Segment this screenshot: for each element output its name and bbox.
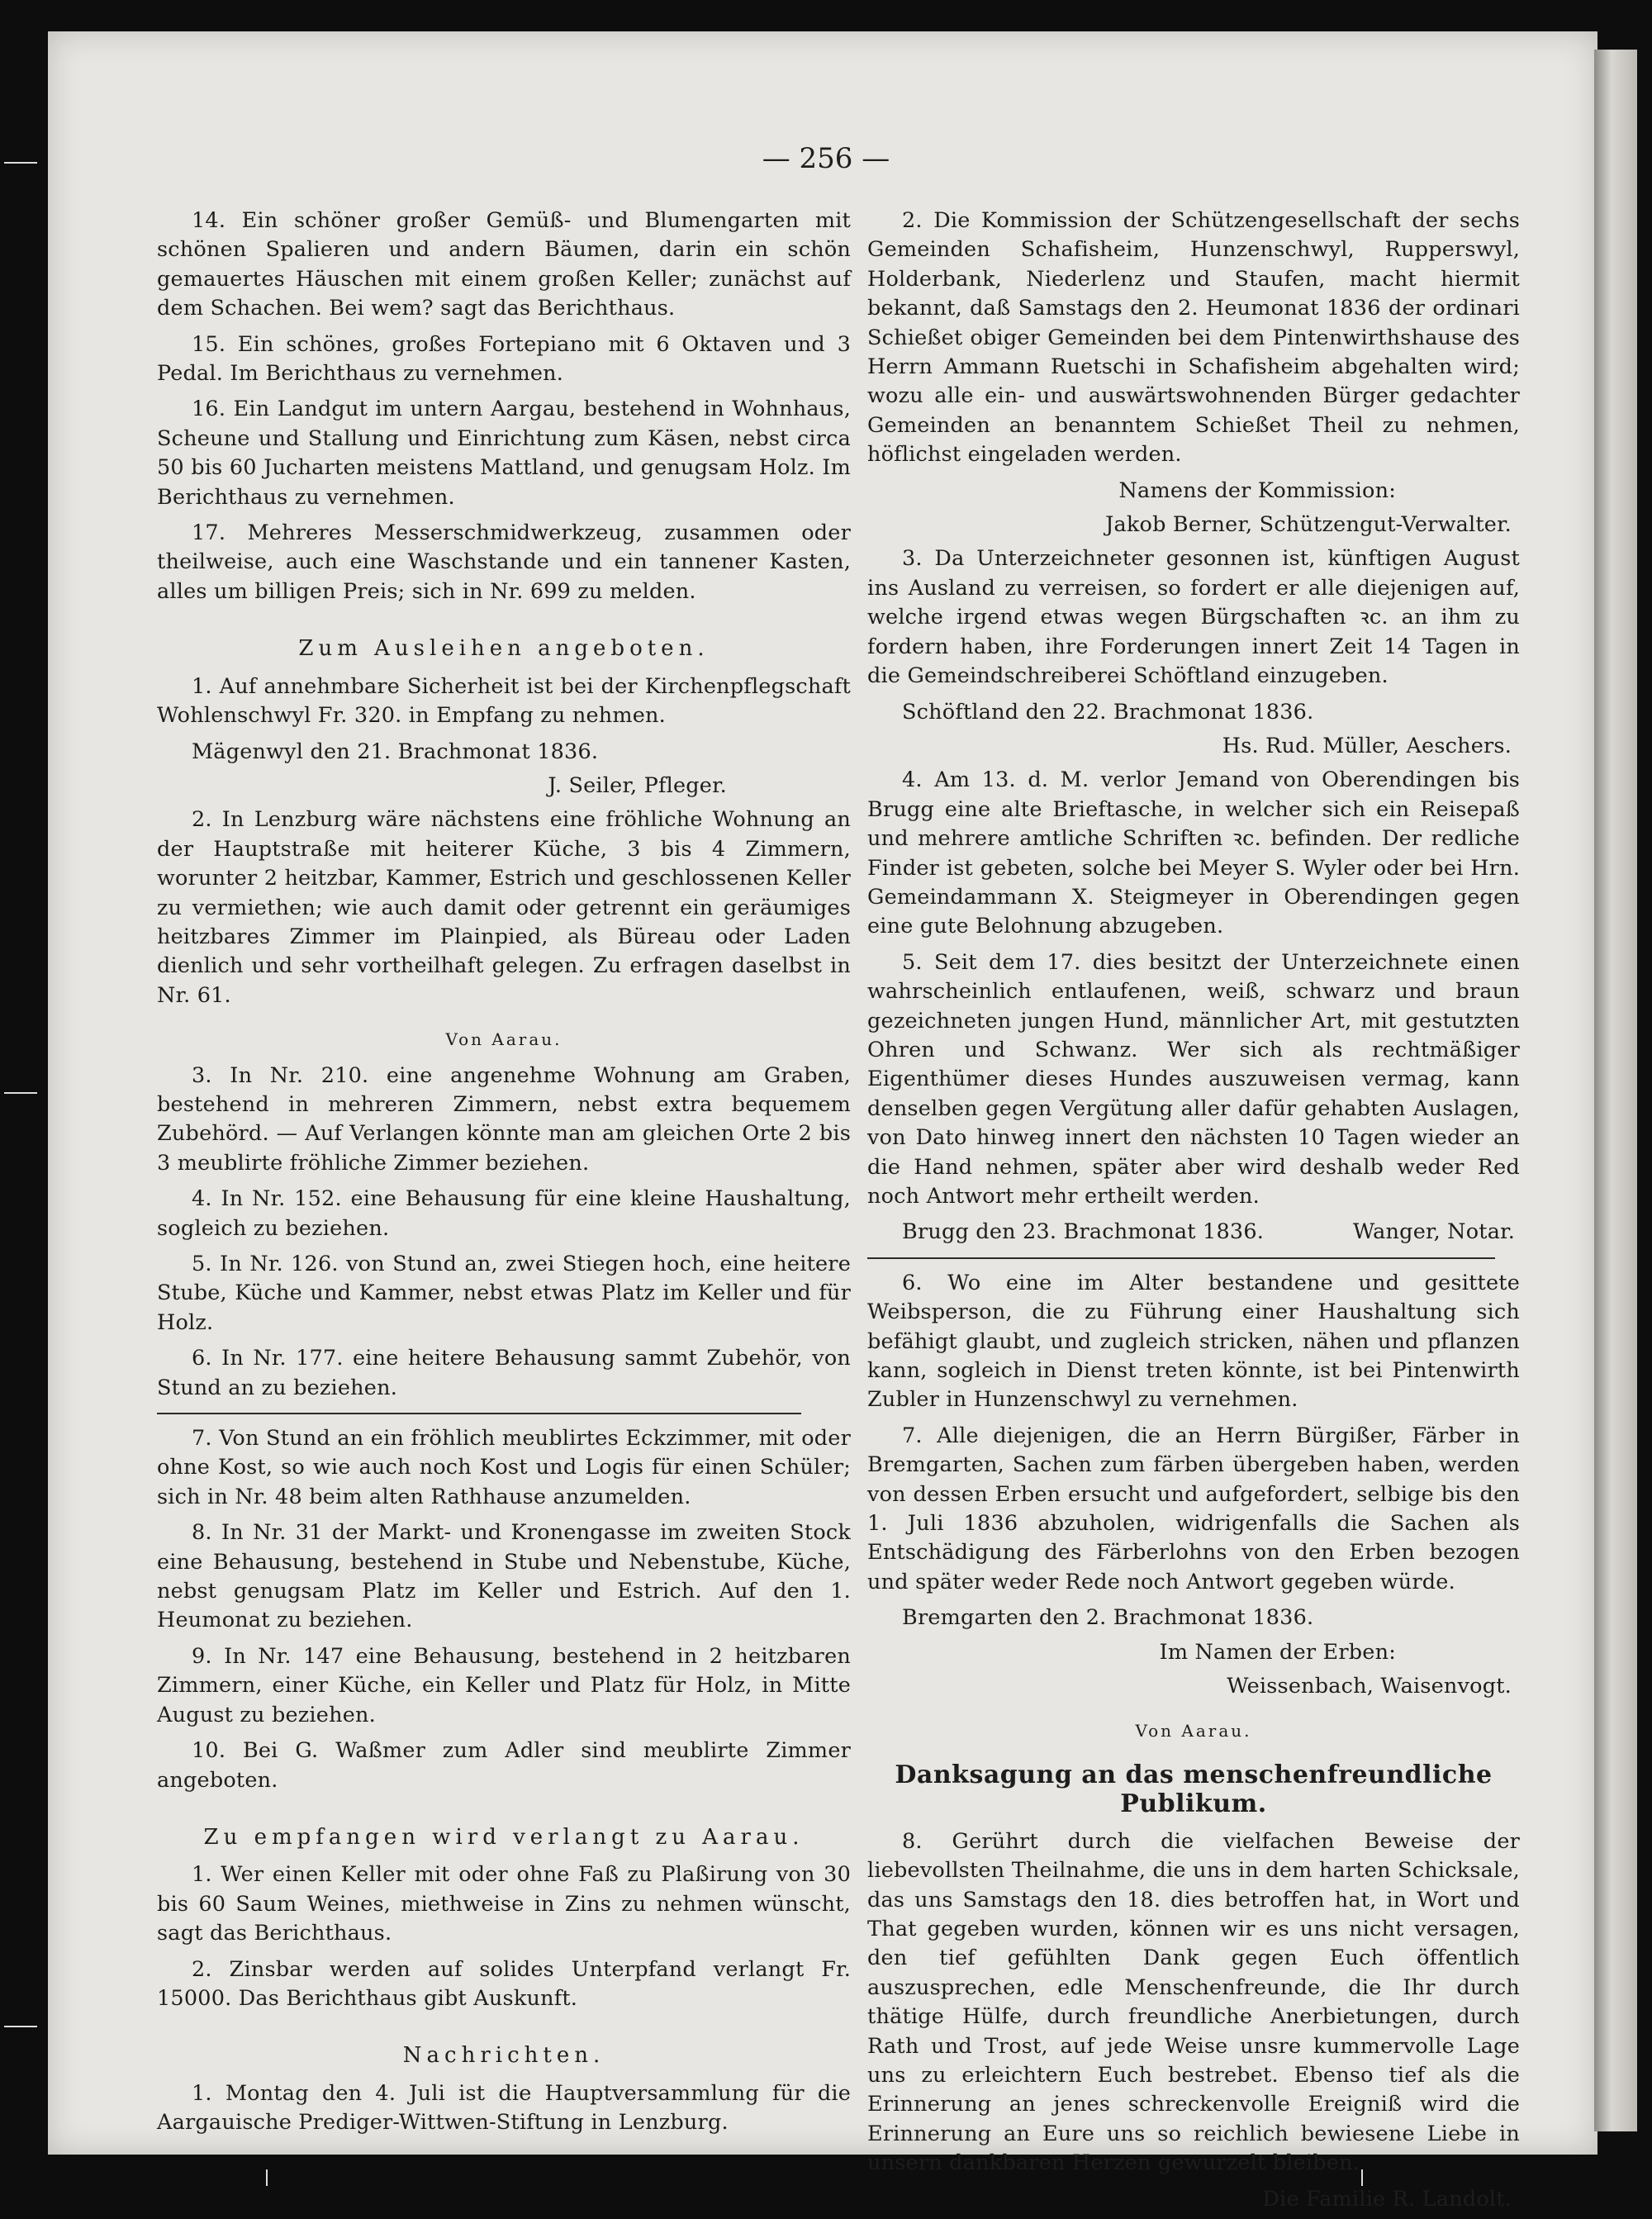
scan-margin-tick [4, 1092, 37, 1094]
list-item: 7. Alle diejenigen, die an Herrn Bürgißer, Färber in Bremgarten, Sachen zum färben übergeben haben, werden von dessen Erben ersucht und aufgefordert, selbige bis den 1. Juli 1836 abzuholen, widrigenfalls die Sachen als Entschädigung des Färberlohns von den Erben bezogen und später weder Rede noch Antwort gegeben würde. [867, 1423, 1520, 1594]
list-item: 6. In Nr. 177. eine heitere Behausung sammt Zubehör, von Stund an zu beziehen. [157, 1346, 851, 1400]
place-signature-row [902, 1218, 1515, 1247]
list-item: 2. Zinsbar werden auf solides Unterpfand verlangt Fr. 15000. Das Berichthaus gibt Auskunft. [157, 1956, 851, 2011]
list-item: 9. In Nr. 147 eine Behausung, bestehend in 2 heitzbaren Zimmern, einer Küche, ein Keller und Platz für Holz, in Mitte August zu beziehen. [157, 1643, 851, 1727]
scan-margin-tick [4, 2026, 37, 2027]
list-item: 8. In Nr. 31 der Markt- und Kronengasse im zweiten Stock eine Behausung, bestehend in Stube und Nebenstube, Küche, nebst genugsam Platz im Keller und Estrich. Auf den 1. Heumonat zu beziehen. [157, 1520, 851, 1633]
list-item: 17. Mehreres Messerschmidwerkzeug, zusammen oder theilweise, auch eine Waschstande und ein tannener Kasten, alles um billigen Preis; sich in Nr. 699 zu melden. [157, 520, 851, 604]
section-heading-nachrichten: Nachrichten. [402, 2043, 605, 2069]
place-date: Mägenwyl den 21. Brachmonat 1836. [192, 739, 599, 764]
signature-line: Namens der Kommission: [1118, 478, 1396, 503]
list-item: 10. Bei G. Waßmer zum Adler sind meublirte Zimmer angeboten. [157, 1738, 851, 1793]
place-date: Bremgarten den 2. Brachmonat 1836. [902, 1605, 1314, 1631]
subheading-von-aarau: Von Aarau. [445, 1029, 563, 1050]
list-item: 16. Ein Landgut im untern Aargau, bestehend in Wohnhaus, Scheune und Stallung und Einrichtung zum Käsen, nebst circa 50 bis 60 Jucharten meistens Mattland, und genugsam Holz. Im Berichthaus zu vernehmen. [157, 397, 851, 510]
list-item: 4. Am 13. d. M. verlor Jemand von Oberendingen bis Brugg eine alte Brieftasche, in welcher sich ein Reisepaß und mehrere amtliche Schriften ꝛc. befinden. Der redliche Finder ist gebeten, solche bei Meyer S. Wyler oder bei Hrn. Gemeindammann X. Steigmeyer in Oberendingen gegen eine gute Belohnung abzugeben. [867, 767, 1520, 939]
page-number: — 256 — [762, 142, 890, 175]
left-column [157, 207, 851, 2145]
signature: Wanger, Notar. [1352, 1219, 1515, 1245]
signature: Jakob Berner, Schützengut-Verwalter. [1105, 512, 1512, 538]
signature: Weissenbach, Waisenvogt. [1227, 1674, 1512, 1699]
signature: Die Familie R. Landolt. [1262, 2186, 1512, 2212]
list-item: 1. Montag den 4. Juli ist die Hauptversammlung für die Aargauische Prediger-Wittwen-Stiftung in Lenzburg. [157, 2080, 851, 2136]
section-divider [867, 1257, 1495, 1259]
right-column [867, 207, 1520, 2219]
signature: Hs. Rud. Müller, Aeschers. [1222, 733, 1512, 758]
list-item: 1. Auf annehmbare Sicherheit ist bei der Kirchenpflegschaft Wohlenschwyl Fr. 320. in Empfang zu nehmen. [157, 673, 851, 729]
list-item: 14. Ein schöner großer Gemüß- und Blumengarten mit schönen Spalieren und andern Bäumen, darin ein schön gemauertes Häuschen mit einem großen Keller; zunächst auf dem Schachen. Bei wem? sagt das Berichthaus. [157, 208, 851, 321]
list-item: 2. In Lenzburg wäre nächstens eine fröhliche Wohnung an der Hauptstraße mit heiterer Küche, 3 bis 4 Zimmern, worunter 2 heitzbar, Kammer, Estrich und geschlossenen Keller zu vermiethen; wie auch damit oder getrennt ein geräumiges heitzbares Zimmer im Plainpied, als Büreau oder Laden dienlich und sehr vortheilhaft gelegen. Zu erfragen daselbst in Nr. 61. [157, 807, 851, 1008]
list-item: 8. Gerührt durch die vielfachen Beweise der liebevollsten Theilnahme, die uns in dem harten Schicksale, das uns Samstags den 18. dies betroffen hat, in Wort und That gegeben wurden, können wir es uns nicht versagen, den tief gefühlten Dank gegen Euch öffentlich auszusprechen, edle Menschenfreunde, die Ihr durch thätige Hülfe, durch freundliche Anerbietungen, durch Rath und Trost, auf jede Weise unsre kummervolle Lage uns zu erleichtern Euch bestrebet. Ebenso tief als die Erinnerung an jenes schreckenvolle Ereigniß wird die Erinnerung an Eure uns so reichlich bewiesene Liebe in unsern dankbaren Herzen gewurzelt bleiben. [867, 1828, 1520, 2176]
section-heading-empfangen: Zu empfangen wird verlangt zu Aarau. [203, 1824, 805, 1850]
signature: J. Seiler, Pfleger. [548, 772, 727, 798]
subheading-von-aarau: Von Aarau. [1135, 1720, 1252, 1741]
section-heading-danksagung: Danksagung an das menschenfreundliche Publikum. [895, 1760, 1493, 1819]
list-item: 5. In Nr. 126. von Stund an, zwei Stiegen hoch, eine heitere Stube, Küche und Kammer, nebst etwas Platz im Keller und für Holz. [157, 1252, 851, 1335]
scan-margin-tick [266, 2169, 268, 2186]
section-divider [157, 1413, 801, 1414]
list-item: 5. Seit dem 17. dies besitzt der Unterzeichnete einen wahrscheinlich entlaufenen, weiß, schwarz und braun gezeichneten jungen Hund, männlicher Art, mit gestutzten Ohren und Schwanz. Wer sich als rechtmäßiger Eigenthümer dieses Hundes auszuweisen vermag, kann denselben gegen Vergütung aller dafür gehabten Auslagen, von Dato hinweg innert den nächsten 10 Tagen wieder an die Hand nehmen, später aber wird deshalb weder Red noch Antwort mehr ertheilt werden. [867, 949, 1520, 1209]
list-item: 2. Die Kommission der Schützengesellschaft der sechs Gemeinden Schafisheim, Hunzenschwyl, Rupperswyl, Holderbank, Niederlenz und Staufen, macht hiermit bekannt, daß Samstags den 2. Heumonat 1836 der ordinari Schießet obiger Gemeinden bei dem Pintenwirthshause des Herrn Ammann Ruetschi in Schafisheim abgehalten wird; wozu alle ein- und auswärtswohnenden Bürger gedachter Gemeinden an benanntem Schießet Theil zu nehmen, höflichst eingeladen werden. [867, 208, 1520, 468]
list-item: 1. Wer einen Keller mit oder ohne Faß zu Plaßirung von 30 bis 60 Saum Weines, miethweise in Zins zu nehmen wünscht, sagt das Berichthaus. [157, 1862, 851, 1946]
list-item: 7. Von Stund an ein fröhlich meublirtes Eckzimmer, mit oder ohne Kost, so wie auch noch Kost und Logis für einen Schüler; sich in Nr. 48 beim alten Rathhause anzumelden. [157, 1426, 851, 1509]
list-item: 6. Wo eine im Alter bestandene und gesittete Weibsperson, die zu Führung einer Haushaltung sich befähigt glaubt, und zugleich stricken, nähen und pflanzen kann, sogleich in Dienst treten könnte, ist bei Pintenwirth Zubler in Hunzenschwyl zu vernehmen. [867, 1270, 1520, 1413]
list-item: 3. Da Unterzeichneter gesonnen ist, künftigen August ins Ausland zu verreisen, so fordert er alle diejenigen auf, welche irgend etwas wegen Bürgschaften ꝛc. an ihm zu fordern haben, ihre Forderungen innert Zeit 14 Tagen in die Gemeindschreiberei Schöftland einzugeben. [867, 546, 1520, 689]
section-heading-ausleihen: Zum Ausleihen angeboten. [298, 636, 710, 662]
list-item: 3. In Nr. 210. eine angenehme Wohnung am Graben, bestehend in mehreren Zimmern, nebst extra bequemem Zubehörd. — Auf Verlangen könnte man am gleichen Orte 2 bis 3 meublirte fröhliche Zimmer beziehen. [157, 1062, 851, 1176]
list-item: 15. Ein schönes, großes Fortepiano mit 6 Oktaven und 3 Pedal. Im Berichthaus zu vernehmen. [157, 331, 851, 387]
next-page-edge [1594, 50, 1637, 2131]
place-date: Brugg den 23. Brachmonat 1836. [902, 1219, 1265, 1245]
list-item: 4. In Nr. 152. eine Behausung für eine kleine Haushaltung, sogleich zu beziehen. [157, 1186, 851, 1241]
place-date: Schöftland den 22. Brachmonat 1836. [902, 699, 1314, 725]
signature-line: Im Namen der Erben: [1159, 1639, 1396, 1665]
